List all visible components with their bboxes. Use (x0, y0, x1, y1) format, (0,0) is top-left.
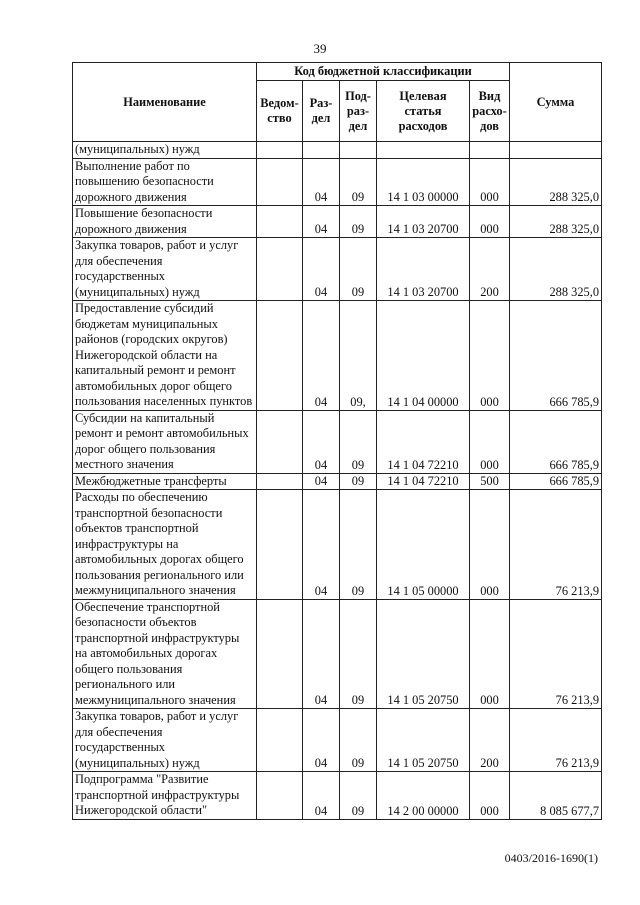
row-target: 14 1 04 00000 (377, 301, 470, 411)
row-target: 14 1 03 20700 (377, 206, 470, 238)
row-name: Субсидии на капитальный ремонт и ремонт автомобильных дорог общего пользования местного значения (73, 410, 257, 473)
row-sum: 8 085 677,7 (510, 772, 602, 820)
row-target: 14 1 05 20750 (377, 599, 470, 709)
table-row (73, 709, 602, 772)
row-type: 000 (470, 772, 510, 820)
row-subsection: 09 (340, 238, 377, 301)
row-target (377, 142, 470, 159)
row-type: 000 (470, 206, 510, 238)
row-name: (муниципальных) нужд (73, 142, 257, 159)
row-target: 14 2 00 00000 (377, 772, 470, 820)
row-sum: 76 213,9 (510, 709, 602, 772)
row-type: 000 (470, 410, 510, 473)
row-section: 04 (303, 772, 340, 820)
row-section: 04 (303, 238, 340, 301)
row-section: 04 (303, 410, 340, 473)
row-dept (257, 473, 303, 490)
row-dept (257, 206, 303, 238)
row-name: Закупка товаров, работ и услуг для обеспечения государственных (муниципальных) нужд (73, 238, 257, 301)
header-section: Раз- дел (303, 81, 340, 142)
row-sum: 666 785,9 (510, 410, 602, 473)
row-sum: 288 325,0 (510, 238, 602, 301)
row-section: 04 (303, 473, 340, 490)
row-type: 200 (470, 238, 510, 301)
row-subsection: 09 (340, 206, 377, 238)
row-type: 000 (470, 599, 510, 709)
row-subsection: 09 (340, 473, 377, 490)
row-subsection: 09, (340, 301, 377, 411)
row-section (303, 142, 340, 159)
row-target: 14 1 05 00000 (377, 490, 470, 600)
row-type: 000 (470, 158, 510, 206)
table-row (73, 599, 602, 709)
row-target: 14 1 04 72210 (377, 473, 470, 490)
table-row (73, 301, 602, 411)
header-name: Наименование (73, 63, 257, 142)
table-row (73, 473, 602, 490)
row-sum: 76 213,9 (510, 490, 602, 600)
row-section: 04 (303, 158, 340, 206)
row-dept (257, 301, 303, 411)
header-dept: Ведом- ство (257, 81, 303, 142)
row-sum: 666 785,9 (510, 301, 602, 411)
row-dept (257, 142, 303, 159)
row-name: Выполнение работ по повышению безопасности дорожного движения (73, 158, 257, 206)
document-code: 0403/2016-1690(1) (504, 851, 598, 865)
row-name: Межбюджетные трансферты (73, 473, 257, 490)
row-subsection: 09 (340, 158, 377, 206)
row-target: 14 1 03 00000 (377, 158, 470, 206)
row-dept (257, 599, 303, 709)
row-type: 000 (470, 301, 510, 411)
table-row (73, 410, 602, 473)
budget-table (72, 62, 602, 820)
row-target: 14 1 04 72210 (377, 410, 470, 473)
row-type: 000 (470, 490, 510, 600)
row-type (470, 142, 510, 159)
row-dept (257, 238, 303, 301)
header-sum: Сумма (510, 63, 602, 142)
row-sum: 288 325,0 (510, 206, 602, 238)
row-section: 04 (303, 709, 340, 772)
row-subsection: 09 (340, 490, 377, 600)
header-classification-group: Код бюджетной классификации (257, 63, 510, 81)
row-name: Обеспечение транспортной безопасности объектов транспортной инфраструктуры на автомобильных дорогах общего пользования регионального или межмуниципального значения (73, 599, 257, 709)
row-name: Подпрограмма "Развитие транспортной инфраструктуры Нижегородской области" (73, 772, 257, 820)
row-section: 04 (303, 599, 340, 709)
row-dept (257, 709, 303, 772)
header-subsection: Под- раз- дел (340, 81, 377, 142)
table-row (73, 206, 602, 238)
row-section: 04 (303, 206, 340, 238)
row-name: Повышение безопасности дорожного движения (73, 206, 257, 238)
table-row (73, 142, 602, 159)
row-name: Закупка товаров, работ и услуг для обеспечения государственных (муниципальных) нужд (73, 709, 257, 772)
table-row (73, 238, 602, 301)
row-subsection: 09 (340, 599, 377, 709)
row-subsection: 09 (340, 772, 377, 820)
table-row (73, 158, 602, 206)
table-body (73, 142, 602, 820)
row-section: 04 (303, 490, 340, 600)
row-section: 04 (303, 301, 340, 411)
row-dept (257, 158, 303, 206)
row-subsection: 09 (340, 410, 377, 473)
row-name: Предоставление субсидий бюджетам муниципальных районов (городских округов) Нижегородской области на капитальный ремонт и ремонт автомобильных дорог общего пользования населенных пунктов (73, 301, 257, 411)
row-dept (257, 772, 303, 820)
row-dept (257, 410, 303, 473)
row-sum: 76 213,9 (510, 599, 602, 709)
row-sum: 666 785,9 (510, 473, 602, 490)
row-sum (510, 142, 602, 159)
row-type: 200 (470, 709, 510, 772)
row-name: Расходы по обеспечению транспортной безопасности объектов транспортной инфраструктуры на автомобильных дорогах общего пользования регионального или межмуниципального значения (73, 490, 257, 600)
row-target: 14 1 05 20750 (377, 709, 470, 772)
row-sum: 288 325,0 (510, 158, 602, 206)
header-target: Целевая статья расходов (377, 81, 470, 142)
row-subsection: 09 (340, 709, 377, 772)
row-target: 14 1 03 20700 (377, 238, 470, 301)
row-subsection (340, 142, 377, 159)
table-row (73, 772, 602, 820)
row-dept (257, 490, 303, 600)
row-type: 500 (470, 473, 510, 490)
page-number: 39 (313, 41, 327, 56)
table-row (73, 490, 602, 600)
header-type: Вид расхо- дов (470, 81, 510, 142)
